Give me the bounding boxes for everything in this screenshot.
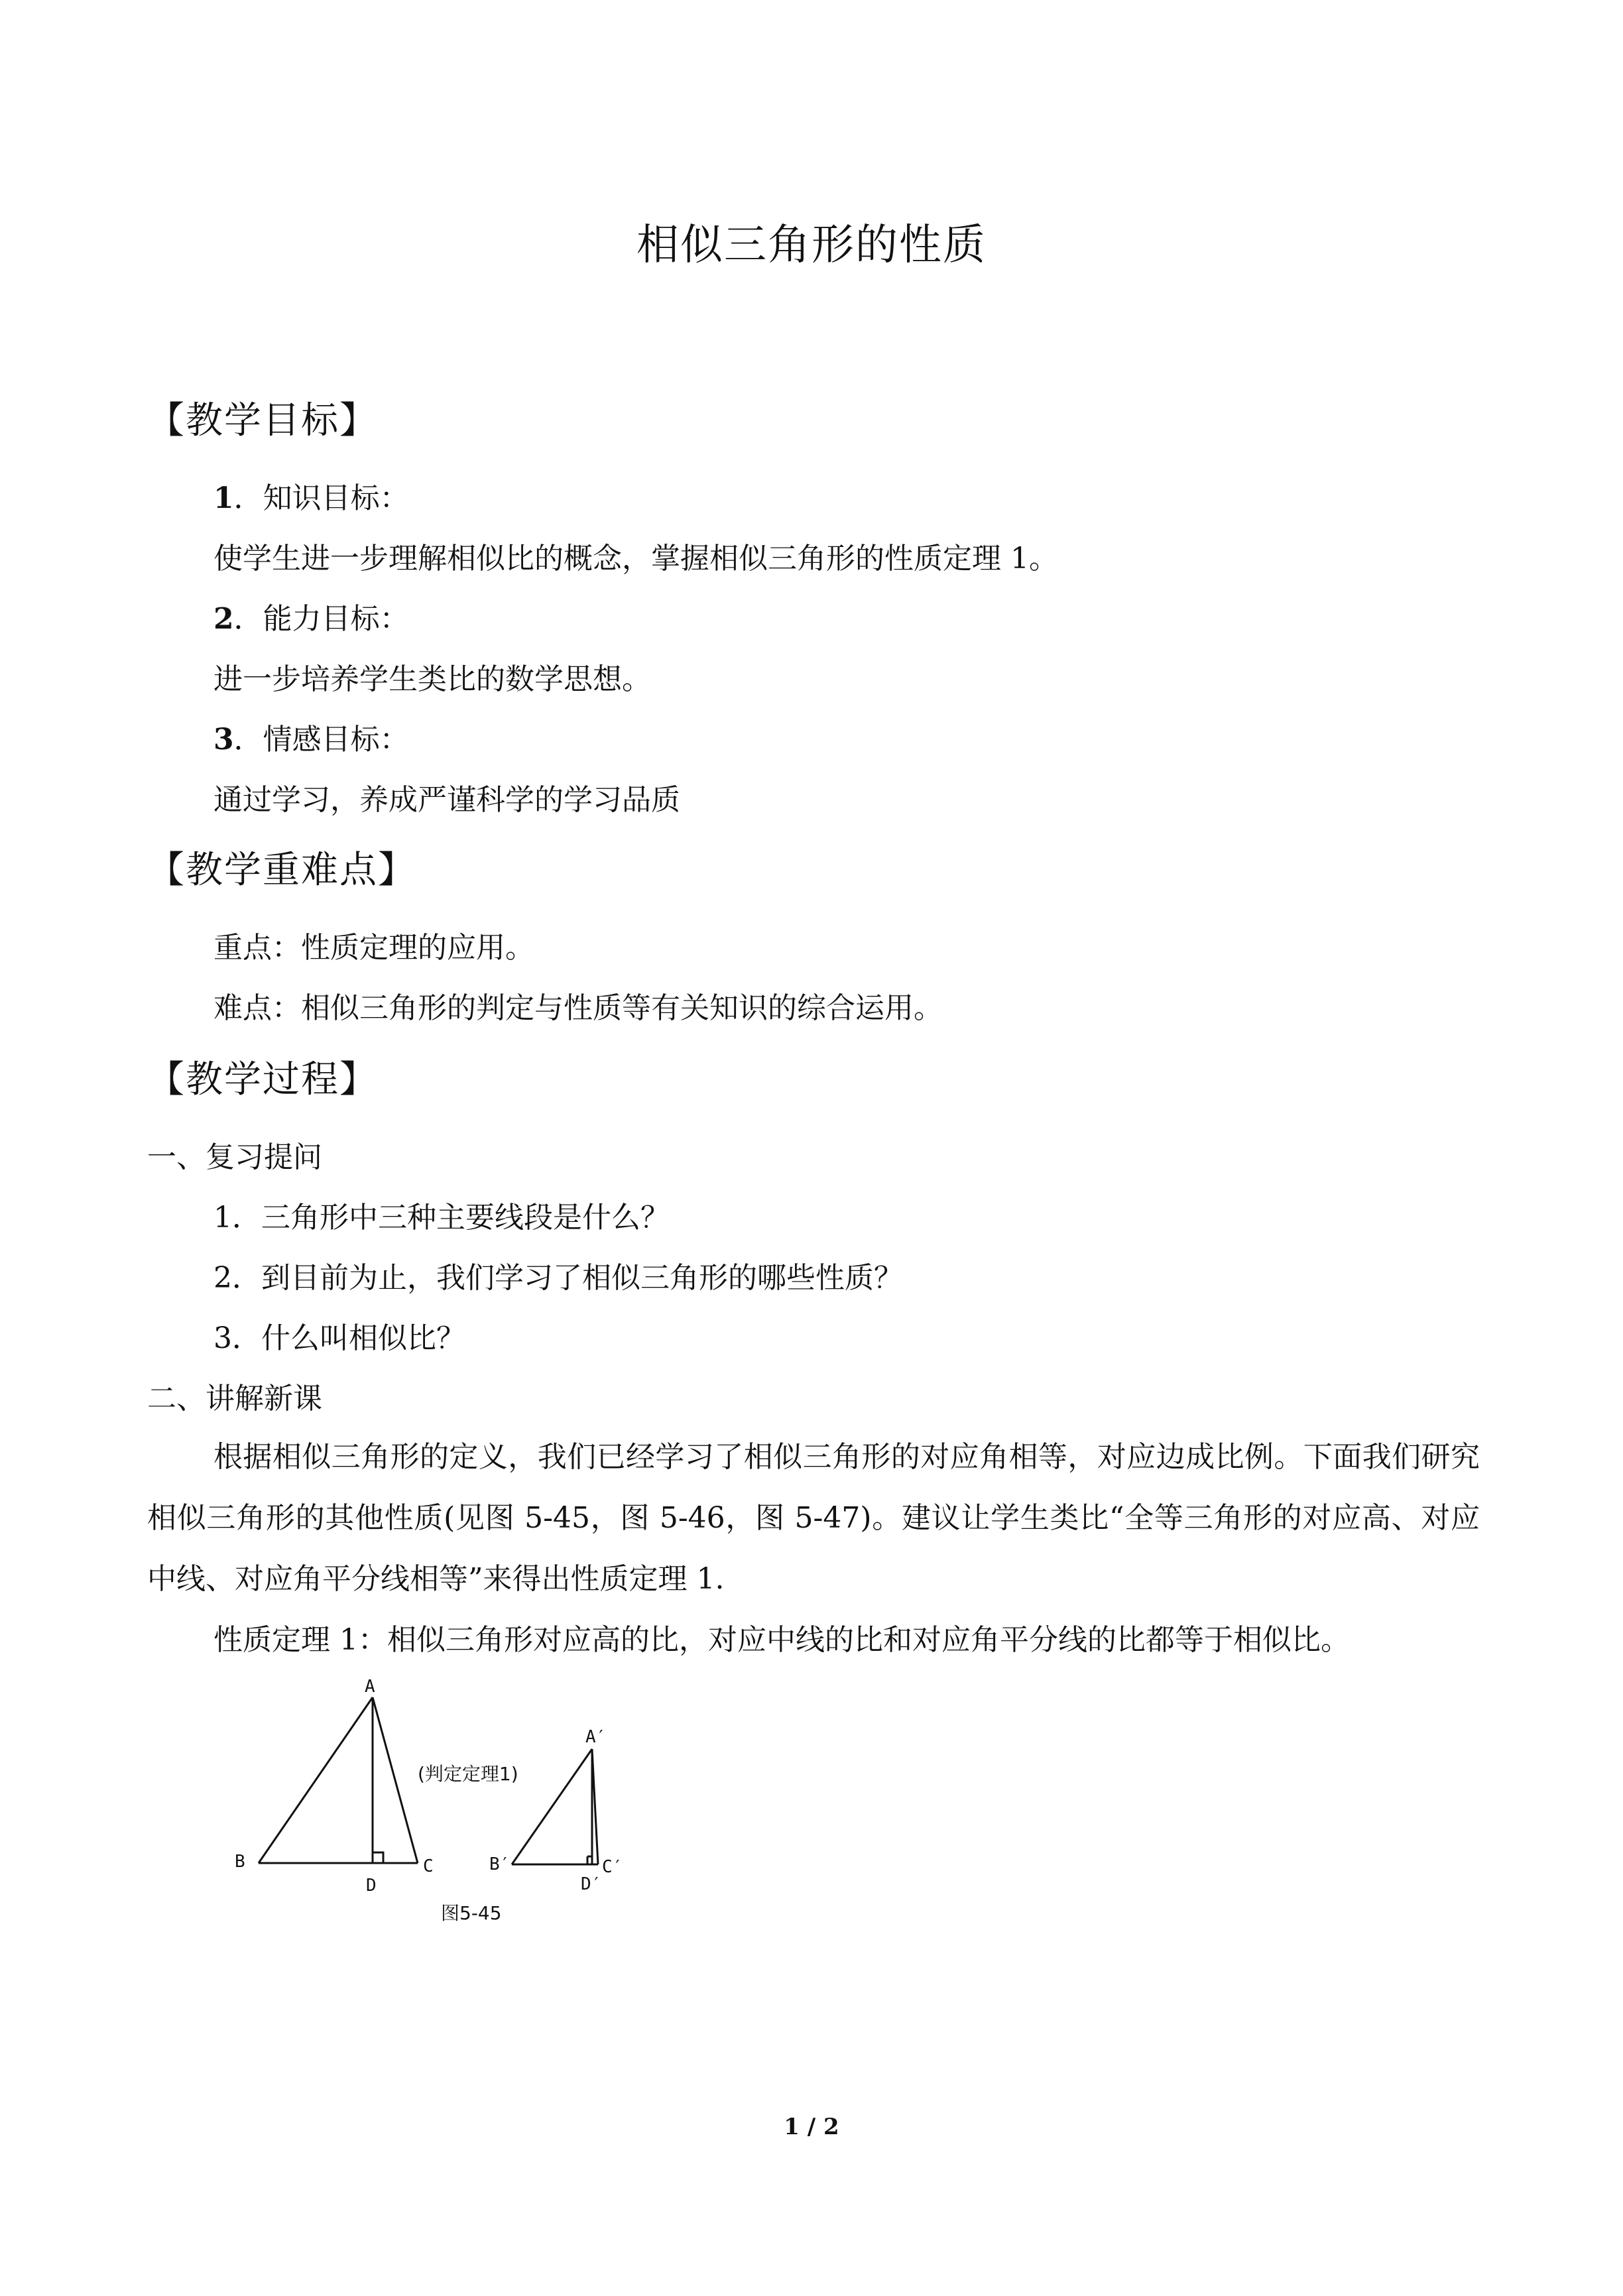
- theorem-1: 性质定理 1：相似三角形对应高的比，对应中线的比和对应角平分线的比都等于相似比。: [213, 1623, 1350, 1657]
- triangle-abc: [259, 1697, 418, 1863]
- key-point: 重点：性质定理的应用。: [213, 931, 534, 965]
- label-b-prime: B′: [489, 1854, 511, 1874]
- objective-3-number: 3: [213, 723, 234, 756]
- review-question-1: 1．三角形中三种主要线段是什么？: [213, 1201, 670, 1235]
- review-question-3: 3．什么叫相似比？: [213, 1321, 465, 1355]
- label-d: D: [366, 1876, 377, 1896]
- objective-1-content: 使学生进一步理解相似比的概念，掌握相似三角形的性质定理 1。: [213, 542, 1058, 575]
- objective-3-label: ．情感目标：: [233, 723, 409, 756]
- side-ab: [259, 1697, 373, 1863]
- objective-1-label: ．知识目标：: [233, 481, 409, 515]
- new-lesson-title: 二、讲解新课: [147, 1382, 322, 1416]
- right-angle-mark-d: [373, 1852, 383, 1863]
- objective-2-label: ．能力目标：: [233, 602, 409, 636]
- objective-2-number: 2: [213, 602, 234, 636]
- page-number: 1 / 2: [784, 2114, 839, 2140]
- label-c-prime: C′: [602, 1857, 623, 1877]
- objective-2-title: [213, 602, 409, 637]
- label-a-prime: A′: [585, 1727, 607, 1747]
- section-heading-process: 【教学过程】: [147, 1058, 378, 1101]
- objective-1-title: [213, 481, 409, 516]
- objective-3-content: 通过学习，养成严谨科学的学习品质: [213, 783, 680, 817]
- review-question-2: 2．到目前为止，我们学习了相似三角形的哪些性质？: [213, 1261, 903, 1295]
- label-a: A: [365, 1677, 375, 1697]
- side-a2b2: [512, 1749, 592, 1864]
- new-lesson-paragraph: 根据相似三角形的定义，我们已经学习了相似三角形的对应角相等，对应边成比例。下面我们研究相似三角形的其他性质(见图 5-45，图 5-46，图 5-47)。建议让学生类比“全等三角形的对应高、对应中线、对应角平分线相等”来得出性质定理 1.: [147, 1440, 1480, 1596]
- figure-note: (判定定理1): [418, 1763, 518, 1785]
- objective-2-content: 进一步培养学生类比的数学思想。: [213, 662, 651, 696]
- objective-3-title: [213, 723, 409, 758]
- page-title: 相似三角形的性质: [636, 221, 987, 270]
- section-heading-key-points: 【教学重难点】: [147, 849, 416, 892]
- label-c: C: [423, 1856, 434, 1876]
- label-b: B: [235, 1852, 245, 1872]
- review-title: 一、复习提问: [147, 1140, 322, 1174]
- difficulty-point: 难点：相似三角形的判定与性质等有关知识的综合运用。: [213, 991, 943, 1025]
- objective-1-number: 1: [213, 481, 234, 515]
- section-heading-objectives: 【教学目标】: [147, 399, 378, 442]
- triangle-a2b2c2: [512, 1749, 598, 1864]
- label-d-prime: D′: [581, 1874, 602, 1894]
- side-ac: [373, 1697, 418, 1863]
- figure-5-45: [225, 1677, 676, 1929]
- figure-caption: 图5-45: [441, 1902, 502, 1924]
